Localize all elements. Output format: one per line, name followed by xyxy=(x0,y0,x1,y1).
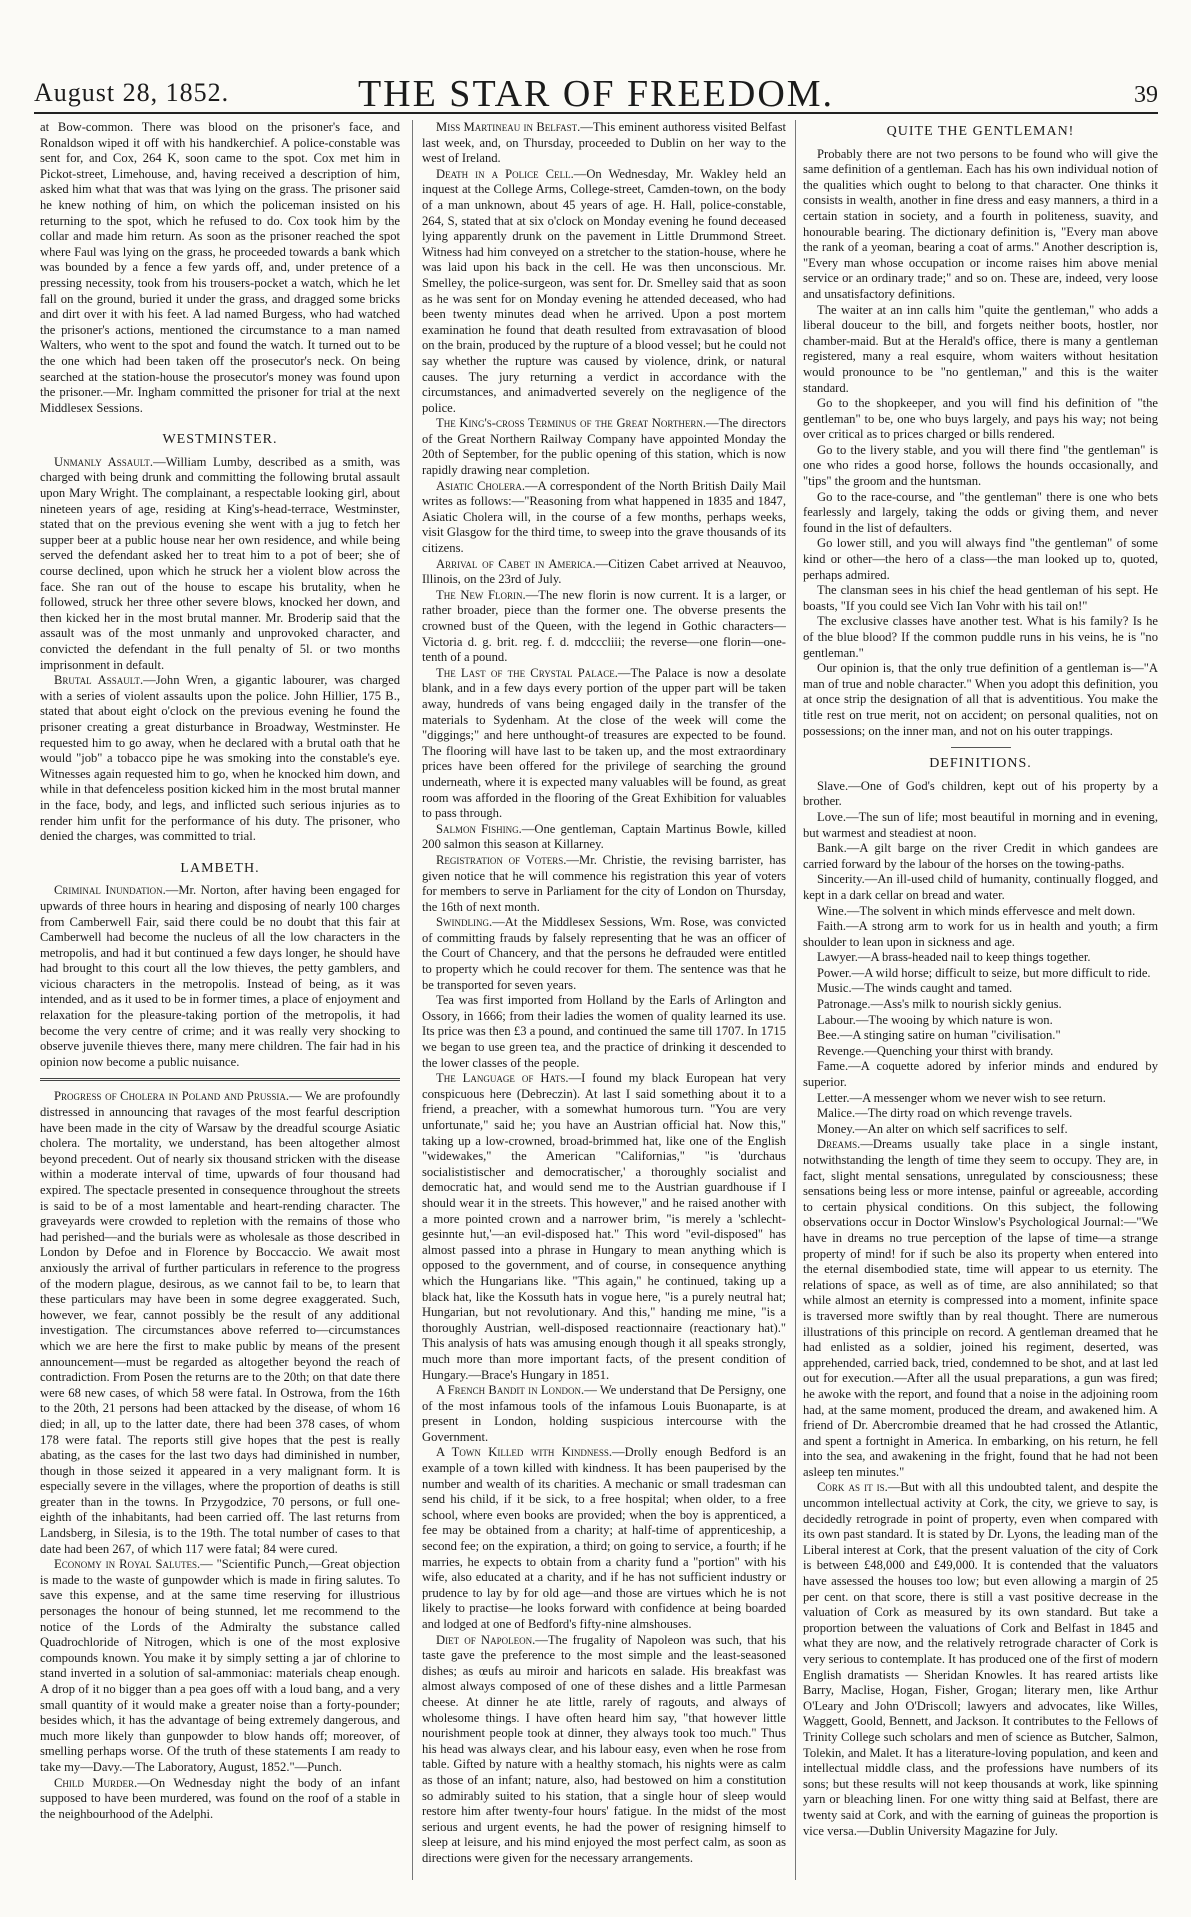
article-body: —On Wednesday, Mr. Wakley held an inquest at the College Arms, College-street, Camden-town, on the body of a man unknown, about 45 years of age. H. Hall, police-constable, 264, S, stated that at six o'clock on Monday evening he found deceased lying apparently drunk on the pavement in Little Drummond Street. Witness had him conveyed on a stretcher to the station-house, where he was laid upon his back in the cell. He was then unconscious. Mr. Smelley, the police-surgeon, was sent for. Dr. Smelley said that as soon as he was sent for on Monday evening he attended deceased, who had been twenty minutes dead when he arrived. Upon a post mortem examination he found that death resulted from extravasation of blood on the brain, produced by the rupture of a blood vessel; but he could not say whether the rupture was caused by violence, drink, or natural causes. The jury returning a verdict in accordance with the circumstances, and animadverted severely on the negligence of the police. xyxy=(422,166,786,415)
article-body: — We are profoundly distressed in announcing that ravages of the most fearful description have been made in the city of Warsaw by the dreadful scourge Asiatic cholera. The mortality, we understand, has been altogether almost beyond precedent. Out of nearly six thousand stricken with the disease within a moderate interval of time, upwards of four thousand had expired. The spectacle presented in consequence throughout the streets is said to be of a most lamentable and heart-rending character. The graveyards were crowded to repletion with the remains of those who had perished—and the burials were as wholesale as those described in London by Defoe and in Florence by Boccaccio. We await most anxiously the arrival of further particulars in reference to the progress of the modern plague, desirous, as we cannot fail to be, to learn that these particulars may have been in some degree exaggerated. Such, however, we fear, cannot possibly be the result of any additional investigation. The circumstances above referred to—circumstances which we are here the first to make public by means of the present announcement—must be regarded as altogether beyond the reach of contradiction. From Posen the returns are to the 20th; on that date there were 68 new cases, of which 58 were fatal. In Ostrowa, from the 16th to the 20th, 21 persons had been attacked by the disease, of whom 16 died; in all, up to the latter date, there had been 378 cases, of whom 178 were fatal. The reports still give hopes that the pest is really abating, as the cases for the last two days had diminished in number, though in those seized it appeared in a very malignant form. It is especially severe in the villages, where the proportion of deaths is still greater than in the towns. In Przygodzice, 70 persons, or full one-eighth of the inhabitants, had been carried off. The last returns from Landsberg, in Silesia, is to the 19th. The total number of cases to that date had been 267, of which 117 were fatal; 84 were cured. xyxy=(40,1089,400,1556)
article-paragraph: at Bow-common. There was blood on the prisoner's face, and Ronaldson wiped it off with his handkerchief. A police-constable was sent for, and Cox, 264 K, soon came to the spot. Cox met him in Pickot-street, Limehouse, and, having received a description of him, asked him what that was that was lying on the grass. The prisoner said he knew nothing of him, on which the policeman insisted on his returning to the spot, which he refused to do. Cox took him by the collar and made him return. As soon as the prisoner reached the spot where Faul was lying on the grass, he proceeded towards a bank which was bounded by a fence a few yards off, and, under pretence of a pressing necessity, took from his trousers-pocket a watch, which he let fall on the ground, buried it under the grass, and dragged some bricks and dirt over it with his feet. A lad named Burgess, who had watched the prisoner's actions, mentioned the circumstance to a man named Walters, who went to the spot and found the watch. It turned out to be the one which had been taken off the prosecutor's neck. On being searched at the station-house the prosecutor's money was found upon the prisoner.—Mr. Ingham committed the prisoner for trial at the next Middlesex Sessions. xyxy=(40,120,400,415)
definition-entry: Faith.—A strong arm to work for us in health and youth; a firm shoulder to lean upon in sickness and age. xyxy=(803,919,1158,949)
page-number: 39 xyxy=(1134,82,1158,108)
newspaper-title: THE STAR OF FREEDOM. xyxy=(357,73,835,115)
definition-entry: Wine.—The solvent in which minds effervesce and melt down. xyxy=(817,903,1136,918)
article-lead: The Language of Hats. xyxy=(436,1071,569,1086)
article-paragraph: Go lower still, and you will always find "the gentleman" of some kind or other—the hero of a class—the man looked up to, quoted, perhaps admired. xyxy=(803,536,1158,582)
article-paragraph: Our opinion is, that the only true definition of a gentleman is—"A man of true and noble character." When you adopt this definition, you at once strip the designation of all that is adventitious. You make the title rest on true merit, not on accident; on personal qualities, not on possessions; on the inner man, and not on his outer trappings. xyxy=(803,661,1158,738)
article-paragraph: The waiter at an inn calls him "quite the gentleman," who adds a liberal douceur to the bill, and forgets neither boots, hostler, nor chamber-maid. But at the Herald's office, there is many a gentleman registered, many a real esquire, whom waiters without hesitation would pronounce to be "no gentleman," and this is the waiter standard. xyxy=(803,302,1158,395)
article-paragraph: The clansman sees in his chief the head gentleman of his sept. He boasts, "If you could see Vich Ian Vohr with his tail on!" xyxy=(803,583,1158,613)
definition-entry: Slave.—One of God's children, kept out of his property by a brother. xyxy=(803,778,1158,809)
article-french-bandit xyxy=(422,1383,786,1445)
definition-entry: Love.—The sun of life; most beautiful in morning and in evening, but warmest and steadiest at noon. xyxy=(803,809,1158,840)
article-lead: Arrival of Cabet in America. xyxy=(436,556,596,571)
article-lead: Swindling. xyxy=(436,915,493,930)
article-swindling xyxy=(422,915,786,993)
article-body: —On Wednesday night the body of an infant supposed to have been murdered, was found on the roof of a stable in the neighbourhood of the Adelphi. xyxy=(40,1775,400,1821)
article-kings-cross xyxy=(422,416,786,478)
article-language-of-hats xyxy=(422,1071,786,1383)
definition-entry: Lawyer.—A brass-headed nail to keep things together. xyxy=(817,950,1091,965)
definition-entry: Malice.—The dirty road on which revenge travels. xyxy=(817,1106,1073,1121)
article-body: —The new florin is now current. It is a larger, or rather broader, piece than the former one. The obverse presents the crowned bust of the Queen, with the legend in Gothic characters—Victoria d. g. brit. reg. f. d. mdcccliii; the reverse—one florin—one-tenth of a pound. xyxy=(422,587,786,665)
article-lead: Salmon Fishing. xyxy=(436,821,522,836)
definition-entry: Fame.—A coquette adored by inferior minds and endured by superior. xyxy=(803,1059,1158,1090)
column-middle xyxy=(422,120,786,1890)
article-salmon xyxy=(422,822,786,853)
article-tea: Tea was first imported from Holland by the Earls of Arlington and Ossory, in 1666; from their ladies the women of quality learned its use. Its price was then £3 a pound, and continued the same till 1707. In 1715 we began to use green tea, and the practice of drinking it descended to the lower classes of the people. xyxy=(422,993,786,1070)
article-brutal-assault xyxy=(40,673,400,845)
article-lead: Brutal Assault. xyxy=(54,673,144,688)
article-registration xyxy=(422,853,786,915)
article-lead: Death in a Police Cell. xyxy=(436,166,574,181)
column-divider xyxy=(412,120,413,1880)
article-body: — "Scientific Punch,—Great objection is made to the waste of gunpowder which is made in firing salutes. To save this expense, and at the same time reserving for illustrious personages the honour of being stunned, let me recommend to the notice of the Lords of the Admiralty the substance called Quadrochloride of Nitrogen, which is one of the most explosive compounds known. You make it by simply setting a jar of chlorine to stand inverted in a solution of sal-ammoniac: materials cheap enough. A drop of it no bigger than a pea goes off with a loud bang, and a very small quantity of it would make a greater noise than a forty-pounder; besides which, it has the advantage of being extremely dangerous, and much more likely than gunpowder to blow hands off; moreover, of smelling perhaps worse. Of the truth of these statements I am ready to take my—Davy.—The Laboratory, August, 1852."—Punch. xyxy=(40,1557,400,1774)
article-lead: Progress of Cholera in Poland and Prussia. xyxy=(54,1089,290,1104)
article-dreams xyxy=(803,1137,1158,1480)
article-unmanly-assault xyxy=(40,455,400,673)
article-lead: The King's-cross Terminus of the Great Northern. xyxy=(436,416,707,431)
section-heading-definitions: DEFINITIONS. xyxy=(929,756,1032,772)
article-body: —William Lumby, described as a smith, was charged with being drunk and committing the following brutal assault upon Mary Wright. The complainant, a respectable looking girl, about nineteen years of age, residing at King's-head-terrace, Westminster, stated that on the previous evening she went with a jug to fetch her supper beer at a public house near her own residence, and while being served the defendant asked her to treat him to a pot of beer; she of course declined, upon which he struck her a violent blow across the face. She ran out of the house to escape his brutality, when he followed, struck her three other severe blows, knocked her down, and then kicked her in the most brutal manner. Mr. Broderip said that the assault was of the most unmanly and unprovoked character, and convicted the defendant in the full penalty of 5l. or two months imprisonment in default. xyxy=(40,454,400,672)
article-body: —Dreams usually take place in a single instant, notwithstanding the length of time they seem to occupy. They are, in fact, slight mental sensations, unregulated by consciousness; these sensations being less or more intense, painful or agreeable, according to certain physical conditions. On this subject, the following observations occur in Doctor Winslow's Psychological Journal:—"We have in dreams no true perception of the lapse of time—a strange property of mind! for if such be also its property when entered into the eternal disembodied state, time will appear to us eternity. The relations of space, as well as of time, are also annihilated; so that while almost an eternity is compressed into a moment, infinite space is traversed more swiftly than by real thought. There are numerous illustrations of this principle on record. A gentleman dreamed that he had enlisted as a soldier, joined his regiment, deserted, was apprehended, carried back, tried, condemned to be shot, and at last led out for execution.—After all the usual preparations, a gun was fired; he awoke with the report, and found that a noise in the adjoining room had, at the same moment, produced the dream, and awakened him. A friend of Dr. Abercrombie dreamed that he had crossed the Atlantic, and spent a fortnight in America. In embarking, on his return, he fell into the sea, and awakening in the fright, found that he had not been asleep ten minutes." xyxy=(803,1137,1158,1479)
article-cork xyxy=(803,1480,1158,1839)
article-lead: Dreams. xyxy=(817,1137,861,1152)
article-body: —This eminent authoress visited Belfast last week, and, on Thursday, proceeded to Dublin on her way to the west of Ireland. xyxy=(422,120,786,166)
article-body: —A correspondent of the North British Daily Mail writes as follows:—"Reasoning from what happened in 1835 and 1847, Asiatic Cholera will, in the course of a few months, perhaps weeks, visit Glasgow for the third time, to sweep into the grave thousands of its citizens. xyxy=(422,478,786,556)
article-body: —The directors of the Great Northern Railway Company have appointed Monday the 20th of September, for the public opening of this station, which is now rapidly drawing near completion. xyxy=(422,416,786,478)
article-asiatic-cholera xyxy=(422,479,786,557)
article-lead: Miss Martineau in Belfast. xyxy=(436,120,581,134)
definition-entry: Revenge.—Quenching your thirst with brandy. xyxy=(817,1043,1054,1058)
article-lead: Diet of Napoleon. xyxy=(436,1632,536,1647)
article-child-murder xyxy=(40,1776,400,1823)
masthead-rule xyxy=(34,112,1158,114)
masthead xyxy=(34,70,1158,120)
article-royal-salutes xyxy=(40,1557,400,1775)
section-heading-gentleman: QUITE THE GENTLEMAN! xyxy=(886,124,1075,139)
article-police-cell xyxy=(422,167,786,417)
section-rule xyxy=(40,1078,400,1081)
definition-entry: Bank.—A gilt barge on the river Credit in which gandees are carried forward by the labour of the horses on the towing-paths. xyxy=(803,841,1158,871)
article-lead: Cork as it is. xyxy=(817,1480,888,1495)
definition-entry: Bee.—A stinging satire on human "civilisation." xyxy=(817,1028,1061,1043)
article-lead: A French Bandit in London. xyxy=(436,1383,585,1398)
section-heading-lambeth: LAMBETH. xyxy=(180,860,260,876)
article-body: —I found my black European hat very conspicuous here (Debreczin). At last I said something about it to a friend, a preacher, with a somewhat humorous turn. "You are very unfortunate," said he; you have an Austrian official hat. Now this," taking up a low-crowned, broad-brimmed hat, like one of the English "widewakes," the American "Californias," "is 'durchaus socialististischer and democratischer,' a thoroughly socialist and democratic hat, and would send me to the Austrian guardhouse if I should wear it in the streets. This however," and he raised another with a more pointed crown and a narrower brim, "is merely a 'schlecht-gesinnte hut,'—an evil-disposed hat." This word "evil-disposed" has almost passed into a phrase in Hungary to mean anything which is opposed to the government, and of course, in consequence anything which the Hungarians like. "This again," he continued, taking up a black hat, like the Kossuth hats in vogue here, "is a purely neutral hat; Hungarian, but not revolutionary. And this," handing me mine, "is a thoroughly Austrian, well-disposed reactionnaire (reactionary hat)." This analysis of hats was amusing enough though it all speaks strongly, much more than more important facts, of the present condition of Hungary.—Brace's Hungary in 1851. xyxy=(422,1071,786,1382)
article-cabet xyxy=(422,557,786,588)
article-paragraph: Go to the shopkeeper, and you will find his definition of "the gentleman" to be, one who buys largely, and pays his way; not being over critical as to prices charged or bills rendered. xyxy=(803,396,1158,442)
article-lead: The Last of the Crystal Palace. xyxy=(436,665,618,680)
article-paragraph: Probably there are not two persons to be found who will give the same definition of a gentleman. Each has his own individual notion of the qualities which ought to belong to that character. One thinks it consists in wealth, another in fine dress and easy manners, a third in a certain station in society, and a fourth in politeness, suavity, and honourable bearing. The dictionary definition is, "Every man above the rank of a yeoman, bearing a coat of arms." Another description is, "Every man whose occupation or income raises him above menial service or an ordinary trade;" and so on. These are, indeed, very loose and unsatisfactory definitions. xyxy=(803,146,1158,301)
article-lead: Criminal Inundation. xyxy=(54,883,166,898)
column-left xyxy=(40,120,400,1890)
article-lead: The New Florin. xyxy=(436,587,526,602)
article-cholera-poland xyxy=(40,1089,400,1557)
article-body: —The Palace is now a desolate blank, and in a few days every portion of the upper part will be taken away, hundreds of vans being engaged daily in the transfer of the materials to Sydenham. At the close of the week will come the "diggings;" and here unthought-of treasures are expected to be found. The flooring will have last to be taken up, and the most extraordinary prices have been offered for the privilege of searching the ground underneath, where it is expected many valuables will be found, as great room was afforded in the flooring of the Great Exhibition for valuables to pass through. xyxy=(422,665,786,821)
article-diet-napoleon xyxy=(422,1633,786,1867)
article-body: —John Wren, a gigantic labourer, was charged with a series of violent assaults upon the police. John Hillier, 175 B., stated that about eight o'clock on the previous evening he found the prisoner creating a great disturbance in Broadway, Westminster. He requested him to go away, when he declared with a brutal oath that he would "job" a tobacco pipe he was smoking into the constable's eye. Witnesses again requested him to go, when he knocked him down, and while in that defenceless position kicked him in the most brutal manner in the face, body, and legs, and inflicted such serious injuries as to render him unfit for the performance of his duty. The prisoner, who denied the charges, was committed to trial. xyxy=(40,673,400,844)
definition-entry: Power.—A wild horse; difficult to seize, but more difficult to ride. xyxy=(817,965,1151,980)
article-town-killed xyxy=(422,1445,786,1632)
article-criminal-inundation xyxy=(40,883,400,1070)
article-lead: Economy in Royal Salutes. xyxy=(54,1557,201,1572)
article-body: —The frugality of Napoleon was such, that his taste gave the preference to the most simple and the least-seasoned dishes; as œufs au miroir and haricots en salade. His breakfast was almost always composed of one of these dishes and a little Parmesan cheese. At dinner he ate little, rarely of ragouts, and always of wholesome things. I have often heard him say, "that however little nourishment people took at dinner, they always took too much." Thus his head was always clear, and his labour easy, even when he rose from table. Gifted by nature with a healthy stomach, his nights were as calm as those of an infant; nature, also, had bestowed on him a constitution so admirably suited to his station, that a single hour of sleep would restore him after twenty-four hours' fatigue. In the midst of the most serious and urgent events, he had the power of resigning himself to sleep at leisure, and his mind enjoyed the most perfect calm, as soon as directions were given for the necessary arrangements. xyxy=(422,1632,786,1865)
article-lead: Registration of Voters. xyxy=(436,852,567,867)
article-body: —But with all this undoubted talent, and despite the uncommon intellectual activity at Cork, the city, we grieve to say, is decidedly retrograde in point of property, even when compared with its own past standard. It is stated by Dr. Lyons, the leading man of the Liberal interest at Cork, that the present valuation of the city of Cork is between £48,000 and £49,000. It is contended that the valuators have assessed the houses too low; but even allowing a margin of 25 per cent. on that score, there is still a vast positive decrease in the valuation of Cork as measured by its own standard. But take a proportion between the valuations of Cork and Belfast in 1845 and what they are now, and the relatively retrograde character of Cork is very serious to contemplate. It has produced one of the first of modern English dramatists — Sheridan Knowles. It has reared artists like Barry, Maclise, Hogan, Fisher, Grogan; literary men, like Arthur O'Leary and John O'Driscoll; lawyers and advocates, like Willes, Waggett, Goold, Bennett, and Jackson. It contributes to the Fellows of Trinity College such scholars and men of science as Butcher, Salmon, Tolekin, and Malet. It has a literature-loving population, and keen and intellectual middle class, and the professions have numbers of its sons; but these results will not keep thousands at work, like spinning yarn or bleaching linen. For one witty thing said at Belfast, there are twenty said at Cork, and with the earning of guineas the proportion is vice versa.—Dublin University Magazine for July. xyxy=(803,1480,1158,1838)
article-body: —Mr. Norton, after having been engaged for upwards of three hours in hearing and disposing of nearly 100 charges from Camberwell Fair, said there could be no doubt that this fair at Camberwell had become the nucleus of all the low characters in the metropolis, and had it but continued a few days longer, he should have had brought to this court all the low thieves, the petty gamblers, and vicious characters in the metropolis. Instead of being, as it was intended, and as it used to be in former times, a place of enjoyment and relaxation for the pleasure-taking portion of the metropolis, it had become the very centre of crime; and it was really very shocking to observe juvenile thieves there, many mere children. The fair had in his opinion now become a public nuisance. xyxy=(40,883,400,1069)
definition-entry: Money.—An alter on which self sacrifices to self. xyxy=(817,1121,1068,1136)
article-lead: Asiatic Cholera. xyxy=(436,478,526,493)
article-lead: Child Murder. xyxy=(54,1775,138,1790)
definition-entry: Patronage.—Ass's milk to nourish sickly genius. xyxy=(817,997,1062,1012)
article-body: —One gentleman, Captain Martinus Bowle, killed 200 salmon this season at Killarney. xyxy=(422,821,786,852)
section-rule xyxy=(951,747,1011,748)
definition-entry: Labour.—The wooing by which nature is won. xyxy=(817,1012,1053,1027)
definition-entry: Sincerity.—An ill-used child of humanity, continually flogged, and kept in a dark cellar on bread and water. xyxy=(803,872,1158,902)
article-body: —Mr. Christie, the revising barrister, has given notice that he will commence his registration this year of voters for members to serve in Parliament for the city of London on Thursday, the 16th of next month. xyxy=(422,852,786,914)
article-body: —At the Middlesex Sessions, Wm. Rose, was convicted of committing frauds by falsely representing that he was an officer of the Court of Chancery, and that the persons he defrauded were entitled to property which he could recover for them. The sentence was that he be transported for seven years. xyxy=(422,915,786,992)
article-paragraph: Go to the race-course, and "the gentleman" there is one who bets fearlessly and largely, taking the odds or giving them, and never found in the list of defaulters. xyxy=(803,489,1158,535)
issue-date: August 28, 1852. xyxy=(34,78,230,107)
definition-entry: Music.—The winds caught and tamed. xyxy=(817,981,1013,996)
article-body: —Citizen Cabet arrived at Neauvoo, Illinois, on the 23rd of July. xyxy=(422,556,786,587)
article-body: —Drolly enough Bedford is an example of a town killed with kindness. It has been pauperised by the number and wealth of its charities. A mechanic or small tradesman can send his child, if it be sick, to a free hospital; when older, to a free school, where even books are provided; when the boy is apprenticed, a fee may be obtained from a charity; at half-time of apprenticeship, a second fee; on the expiration, a third; on going to service, a fourth; if he marries, he expects to obtain from a charity fund a "portion" with his wife, also educated at a charity, and if he has not sufficient industry or prudence to lay by for old age—and those are virtues which he is not likely to practise—he looks forward with confidence at being boarded and lodged at one of Bedford's fifty-nine almshouses. xyxy=(422,1445,786,1631)
column-right xyxy=(803,120,1158,1890)
article-new-florin xyxy=(422,588,786,666)
section-heading-westminster: WESTMINSTER. xyxy=(162,432,278,448)
article-lead: A Town Killed with Kindness. xyxy=(436,1445,613,1460)
article-martineau xyxy=(422,120,786,167)
article-paragraph: The exclusive classes have another test. What is his family? Is he of the blue blood? If the common puddle runs in his veins, he is "no gentleman." xyxy=(803,614,1158,660)
definition-entry: Letter.—A messenger whom we never wish to see return. xyxy=(817,1090,1106,1105)
article-lead: Unmanly Assault. xyxy=(54,454,154,469)
article-crystal-palace xyxy=(422,666,786,822)
article-body: — We understand that De Persigny, one of the most infamous tools of the infamous Louis Buonaparte, is at present in London, holding suspicious intercourse with the Government. xyxy=(422,1383,786,1444)
article-paragraph: Go to the livery stable, and you will there find "the gentleman" is one who rides a good horse, follows the hounds occasionally, and "tips" the groom and the huntsman. xyxy=(803,442,1158,489)
column-divider xyxy=(795,120,796,1880)
